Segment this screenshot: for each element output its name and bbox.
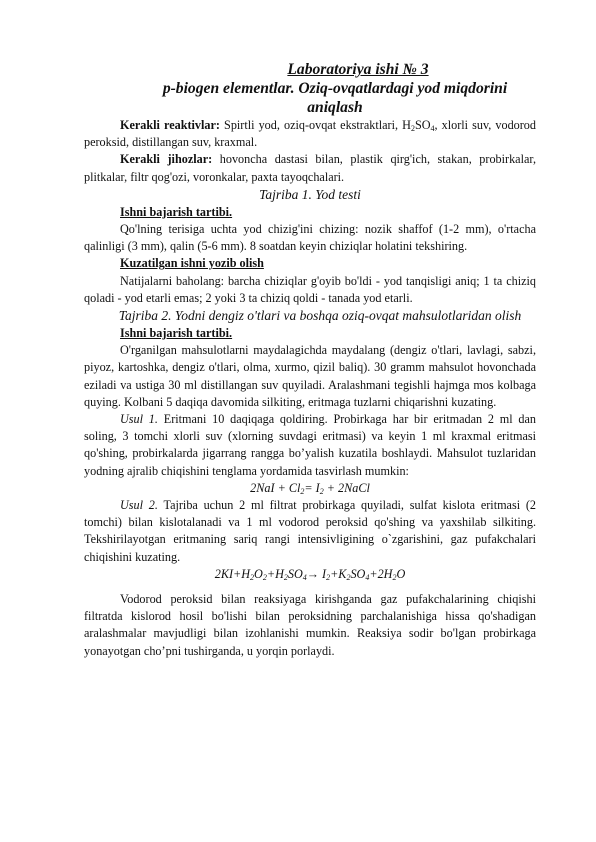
equation-2: $2KI+H_2O_2+H_2SO_4\to I_2+K_2SO_4+2H_2O$ (214, 566, 406, 582)
reagents-label: Kerakli reaktivlar: (120, 118, 220, 132)
usul-1-text: Eritmani 10 daqiqaga qoldiring. Probirkaga har bir eritmadan 2 ml dan soling, 3 tomchi xlorli suv (xlorning suvdagi eritmasi) va keyin 1 ml kraxmal eritmasi qo'shing, probirkalarda jigarrang rangga bo’yalish kuzatila boshlaydi. Mahsulot tuzlaridan yodning ajralib chiqishini tenglama yordamida tasvirlash mumkin: (84, 412, 536, 478)
experiment-2-title: Tajriba 2. Yodni dengiz o'tlari va boshqa oziq-ovqat mahsulotlaridan olish (118, 308, 522, 324)
experiment-1-text: Qo'lning terisiga uchta yod chizig'ini chizing: nozik shaffof (1-2 mm), o'rtacha qalinligi (3 mm), qalin (5-6 mm). 8 soatdan keyin chiziqlar holatini tekshiring. (84, 222, 536, 254)
usul-1-paragraph (84, 411, 536, 480)
experiment-2-text: O'rganilgan mahsulotlarni maydalagichda maydalang (dengiz o'tlari, lavlagi, sabzi, piyoz, kartoshka, dengiz o'tlari, olma, xurmo, qizil baliq). 30 gramm mahsulot hovonchada eziladi va ustiga 30 ml distillangan suv quyiladi. Aralashmani tegishli hajmga mos kolbaga quying. Kolbani 5 daqiqa davomida silkiting, eritmaga tuzlarni chiqarishni kuzating. (84, 343, 536, 409)
lab-title: Laboratoriya ishi № 3 (287, 61, 429, 78)
results-text: Natijalarni baholang: barcha chiziqlar g'oyib bo'ldi - yod tanqisligi aniq; 1 ta chiziq qoladi - yod etarli emas; 2 yoki 3 ta chiziq qoldi - tanada yod etarli. (84, 273, 536, 305)
procedure-heading-1: Ishni bajarish tartibi. (120, 204, 233, 219)
equipment-paragraph (84, 151, 536, 185)
results-heading: Kuzatilgan ishni yozib olish (120, 256, 264, 271)
experiment-1-title: Tajriba 1. Yod testi (259, 186, 361, 202)
final-paragraph: Vodorod peroksid bilan reaksiyaga kirishganda gaz pufakchalarining chiqishi filtratda kislorod hosil bo'lishi bilan peroksidning parchalanishiga hissa qo'shadigan aralashmalar mavjudligi bilan izohlanishi mumkin. Reaksiya sodir bo'lgan probirkaga yonayotgan cho’pni tushirganda, u yorqin porlaydi. (84, 592, 536, 658)
main-title: p-biogen elementlar. Oziq-ovqatlardagi yod miqdorini aniqlash (162, 80, 508, 116)
equipment-text: hovoncha dastasi bilan, plastik qirg'ich, stakan, probirkalar, plitkalar, filtr qog'ozi, voronkalar, paxta tayoqchalari. (84, 152, 536, 184)
usul-2-paragraph (84, 497, 536, 566)
equation-1: $2NaI + Cl_2= I_2$ + 2NaCl (250, 480, 370, 496)
equipment-label: Kerakli jihozlar: (120, 152, 213, 167)
reagents-text: Spirtli yod, oziq-ovqat ekstraktlari, $H_2SO_4$, xlorli suv, vodorod peroksid, distillangan suv, kraxmal. (84, 118, 536, 150)
usul-1-label: Usul 1. (120, 412, 158, 427)
procedure-heading-2: Ishni bajarish tartibi. (120, 326, 233, 341)
spacer (84, 583, 536, 591)
reagents-paragraph (84, 117, 536, 151)
usul-2-text: Tajriba uchun 2 ml filtrat probirkaga quyiladi, sulfat kislota eritmasi (2 tomchi) bilan kislotalanadi va 1 ml vodorod peroksid qo'shing va yaxshilab silkiting. Tekshirilayotgan eritmaning sariq rangi intensivligining o`zgarishini, gaz pufakchalari chiqishini kuzating. (84, 498, 537, 564)
usul-2-label: Usul 2. (120, 498, 158, 513)
